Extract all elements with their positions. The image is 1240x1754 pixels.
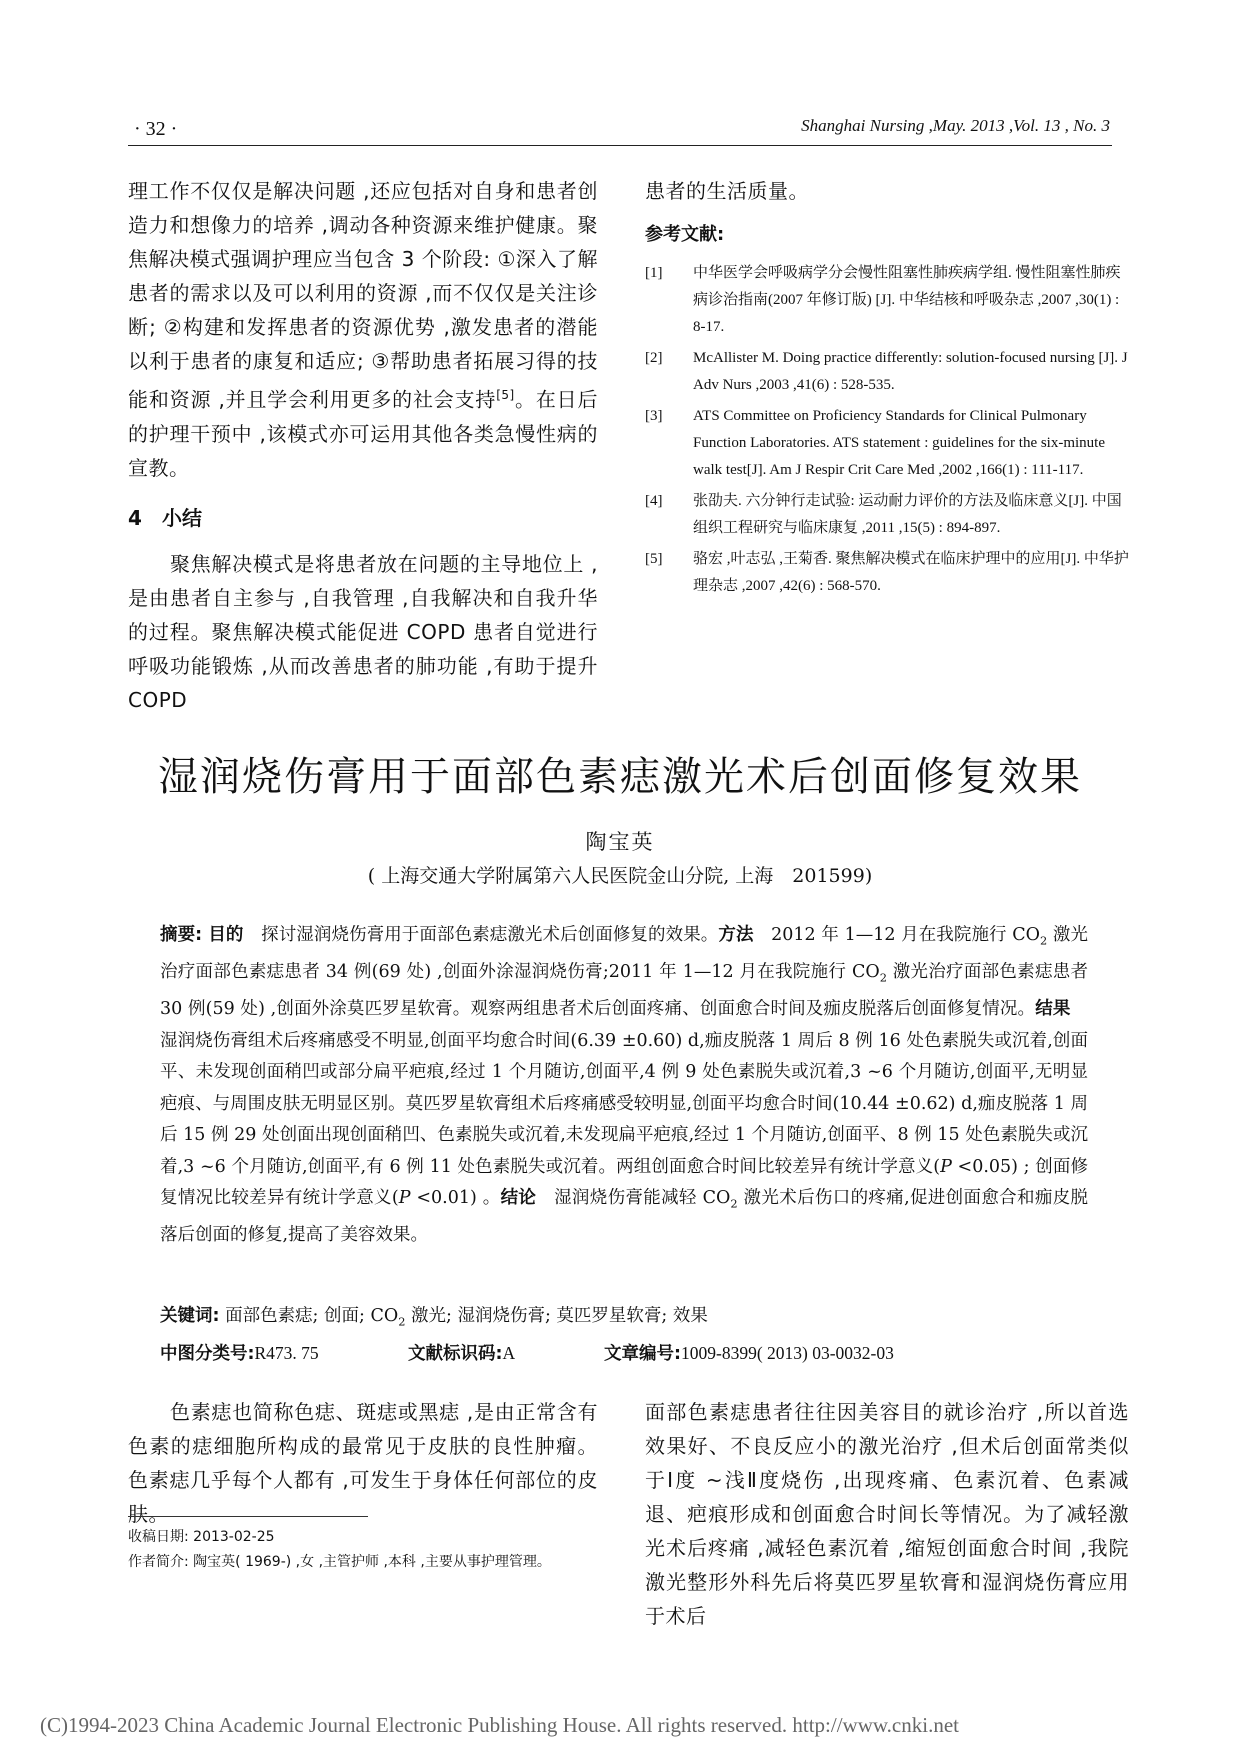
copyright-line: (C)1994-2023 China Academic Journal Electronic Publishing House. All rights reserved. http://www.cnki.net (40, 1713, 959, 1737)
reference-text: ATS Committee on Proficiency Standards for Clinical Pulmonary Function Laboratories. ATS statement : guidelines for the six-minute walk test[J]. Am J Respir Crit Care Med ,2002 ,166(1) : 111-117. (693, 408, 1106, 478)
doc-code (408, 1340, 604, 1365)
references-title: 参考文献: (645, 224, 725, 245)
journal-header: Shanghai Nursing ,May. 2013 ,Vol. 13 , No. 3 (801, 116, 1110, 135)
keywords (160, 1302, 1088, 1336)
prev-right-paragraph: 患者的生活质量。 (645, 179, 809, 203)
body-left-column (128, 1395, 598, 1531)
reference-text: 骆宏 ,叶志弘 ,王菊香. 聚焦解决模式在临床护理中的应用[J]. 中华护理杂志 ,2007 ,42(6) : 568-570. (693, 551, 1129, 594)
co2-subscript: 2 (1040, 933, 1048, 948)
clc-value: R473. 75 (254, 1343, 319, 1363)
co2-subscript: 2 (879, 970, 887, 985)
abstract-result-c: <0.01) 。 (410, 1188, 501, 1208)
p-value-symbol: P (940, 1156, 952, 1177)
keywords-a: 面部色素痣; 创面; CO (219, 1306, 399, 1326)
reference-item (645, 403, 1129, 484)
clc-label: 中图分类号: (160, 1344, 255, 1364)
section-title: 小结 (162, 505, 202, 530)
p-value-symbol: P (398, 1188, 411, 1208)
footnote-rule (128, 1516, 368, 1517)
reference-number: [5] (645, 551, 663, 567)
prev-paragraph-2: 聚焦解决模式是将患者放在问题的主导地位上 ,是由患者自主参与 ,自我管理 ,自我解决和自我升华的过程。聚焦解决模式能促进 COPD 患者自觉进行呼吸功能锻炼 ,从而改善患者的肺功能 ,有助于提升 COPD (128, 551, 598, 712)
body-paragraph-right: 面部色素痣患者往往因美容目的就诊治疗 ,所以首选效果好、不良反应小的激光治疗 ,但术后创面常类似于Ⅰ度 ~浅Ⅱ度烧伤 ,出现疼痛、色素沉着、色素减退、疤痕形成和创面愈合时间长等情况。为了减轻激光术后疼痛 ,减轻色素沉着 ,缩短创面愈合时间 ,我院激光整形外科先后将莫匹罗星软膏和湿润烧伤膏应用于术后 (645, 1400, 1129, 1628)
abstract-method-label: 方法 (718, 925, 754, 945)
clc-number (160, 1340, 408, 1365)
reference-list (645, 260, 1129, 600)
abstract-conclusion-a: 湿润烧伤膏能减轻 CO (536, 1188, 731, 1208)
prev-paragraph-1 (128, 174, 598, 485)
received-date: 收稿日期: 2013-02-25 (128, 1529, 275, 1545)
body-right-column (645, 1395, 1129, 1633)
prev-article-left-column (128, 174, 598, 717)
abstract-label: 摘要: 目的 (160, 925, 244, 945)
abstract-result-a: 湿润烧伤膏组术后疼痛感受不明显,创面平均愈合时间(6.39 ±0.60) d,痂皮脱落 1 周后 8 例 16 处色素脱失或沉着,创面平、未发现创面稍凹或部分扁平疤痕,经过 1 个月随访,创面平,4 例 9 处色素脱失或沉着,3 ~6 个月随访,创面平,无明显疤痕、与周围皮肤无明显区别。莫匹罗星软膏组术后疼痛感受较明显,创面平均愈合时间(10.44 ±0.62) d,痂皮脱落 1 周后 15 例 29 处创面出现创面稍凹、色素脱失或沉着,未发现扁平疤痕,经过 1 个月随访,创面平、8 例 15 处色素脱失或沉着,3 ~6 个月随访,创面平,有 6 例 11 处色素脱失或沉着。两组创面愈合时间比较差异有统计学意义( (160, 999, 1088, 1177)
section-number: 4 (128, 505, 142, 530)
article-title: 湿润烧伤膏用于面部色素痣激光术后创面修复效果 (158, 754, 1082, 800)
doc-code-label: 文献标识码: (408, 1344, 503, 1364)
abstract-result-label: 结果 (1035, 999, 1071, 1019)
reference-number: [3] (645, 408, 663, 424)
prev-paragraph-1-text: 理工作不仅仅是解决问题 ,还应包括对自身和患者创造力和想像力的培养 ,调动各种资源来维护健康。聚焦解决模式强调护理应当包含 3 个阶段: ①深入了解患者的需求以及可以利用的资源 ,而不仅仅是关注诊断; ②构建和发挥患者的资源优势 ,激发患者的潜能以利于患者的康复和适应; ③帮助患者拓展习得的技能和资源 ,并且学会利用更多的社会支持 (128, 179, 598, 412)
abstract-conclusion-label: 结论 (500, 1188, 537, 1208)
abstract-result-b: <0.05) ; 创面修复情况比较差异有统计学意义( (160, 1156, 1088, 1208)
article-number-value: 1009-8399( 2013) 03-0032-03 (681, 1343, 894, 1363)
article-number (604, 1340, 894, 1365)
co2-subscript: 2 (398, 1314, 406, 1329)
author-bio: 作者简介: 陶宝英( 1969-) ,女 ,主管护师 ,本科 ,主要从事护理管理。 (128, 1554, 551, 1570)
co2-subscript: 2 (730, 1196, 738, 1211)
citation-5: [5] (496, 388, 515, 402)
reference-item (645, 546, 1129, 600)
reference-item (645, 345, 1129, 399)
classification-line (160, 1340, 1088, 1365)
abstract-purpose: 探讨湿润烧伤膏用于面部色素痣激光术后创面修复的效果。 (243, 925, 719, 945)
reference-item (645, 260, 1129, 341)
header-rule (128, 145, 1112, 146)
article-number-label: 文章编号: (604, 1344, 681, 1364)
abstract (160, 920, 1088, 1252)
abstract-conclusion-b: 激光术后伤口的疼痛,促进创面愈合和痂皮脱落后创面的修复,提高了美容效果。 (160, 1188, 1088, 1245)
reference-number: [2] (645, 350, 663, 366)
article-author: 陶宝英 (585, 830, 655, 854)
prev-paragraph-1-end: 。在日后的护理干预中 ,该模式亦可运用其他各类急慢性病的宣教。 (128, 387, 599, 480)
reference-text: McAllister M. Doing practice differently: solution-focused nursing [J]. J Adv Nurs ,2003 ,41(6) : 528-535. (693, 350, 1128, 393)
keywords-label: 关键词: (160, 1306, 220, 1326)
reference-number: [4] (645, 493, 663, 509)
reference-text: 中华医学会呼吸病学分会慢性阻塞性肺疾病学组. 慢性阻塞性肺疾病诊治指南(2007 年修订版) [J]. 中华结核和呼吸杂志 ,2007 ,30(1) : 8-17. (693, 265, 1121, 335)
page-number: · 32 · (134, 118, 178, 140)
reference-item (645, 488, 1129, 542)
body-paragraph-left: 色素痣也简称色痣、斑痣或黑痣 ,是由正常含有色素的痣细胞所构成的最常见于皮肤的良性肿瘤。色素痣几乎每个人都有 ,可发生于身体任何部位的皮肤。 (128, 1400, 598, 1526)
reference-number: [1] (645, 265, 663, 281)
abstract-method-c: 激光治疗面部色素痣患者 30 例(59 处) ,创面外涂莫匹罗星软膏。观察两组患者术后创面疼痛、创面愈合时间及痂皮脱落后创面修复情况。 (160, 962, 1088, 1019)
doc-code-value: A (502, 1343, 516, 1363)
abstract-method-a: 2012 年 1—12 月在我院施行 CO (753, 925, 1041, 945)
article-affiliation: ( 上海交通大学附属第六人民医院金山分院, 上海 201599) (367, 865, 873, 887)
section-heading (128, 501, 598, 535)
prev-article-right-column (645, 174, 1129, 604)
keywords-b: 激光; 湿润烧伤膏; 莫匹罗星软膏; 效果 (405, 1306, 708, 1326)
abstract-method-b: 激光治疗面部色素痣患者 34 例(69 处) ,创面外涂湿润烧伤膏;2011 年 1—12 月在我院施行 CO (160, 925, 1089, 982)
reference-text: 张劭夫. 六分钟行走试验: 运动耐力评价的方法及临床意义[J]. 中国组织工程研究与临床康复 ,2011 ,15(5) : 894-897. (693, 493, 1122, 536)
